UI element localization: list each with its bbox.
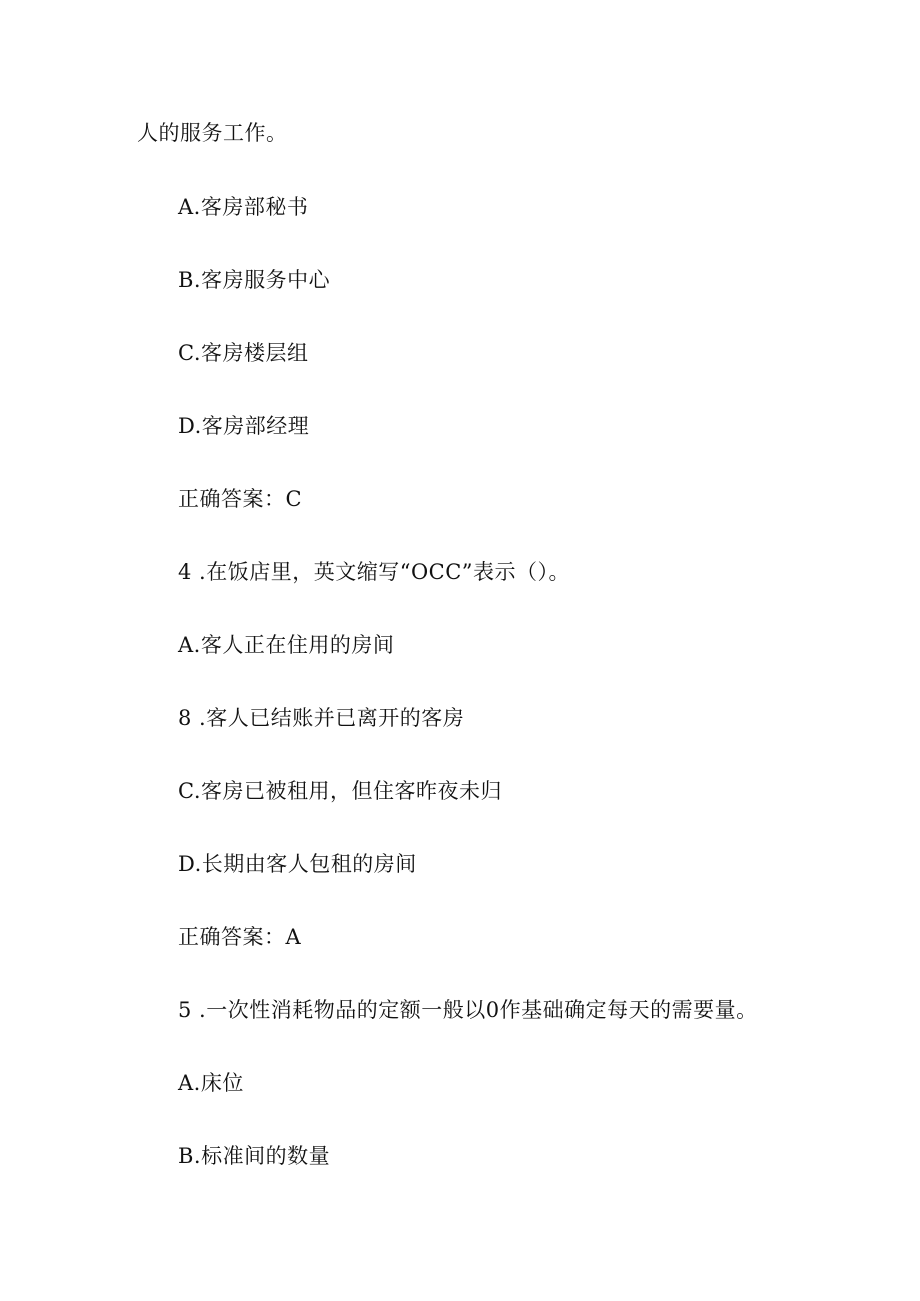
q4-option-c: C.客房已被租用，但住客昨夜未归 [178, 779, 502, 803]
q5-option-a: A.床位 [178, 1071, 244, 1095]
q5-question: 5 .一次性消耗物品的定额一般以0作基础确定每天的需要量。 [178, 998, 758, 1022]
q3-option-d: D.客房部经理 [178, 414, 310, 438]
q3-option-b: B.客房服务中心 [178, 268, 331, 292]
q3-correct-answer: 正确答案：C [178, 487, 303, 511]
q5-option-b: B.标准间的数量 [178, 1144, 331, 1168]
q3-option-a: A.客房部秘书 [178, 195, 309, 219]
question-continuation-text: 人的服务工作。 [137, 121, 288, 145]
q4-option-a: A.客人正在住用的房间 [178, 633, 395, 657]
q4-correct-answer: 正确答案：A [178, 925, 302, 949]
q3-option-c: C.客房楼层组 [178, 341, 309, 365]
q4-option-d: D.长期由客人包租的房间 [178, 852, 417, 876]
q4-option-b: 8 .客人已结账并已离开的客房 [178, 706, 465, 730]
q4-question: 4 .在饭店里，英文缩写“OCC”表示（）。 [178, 560, 571, 584]
